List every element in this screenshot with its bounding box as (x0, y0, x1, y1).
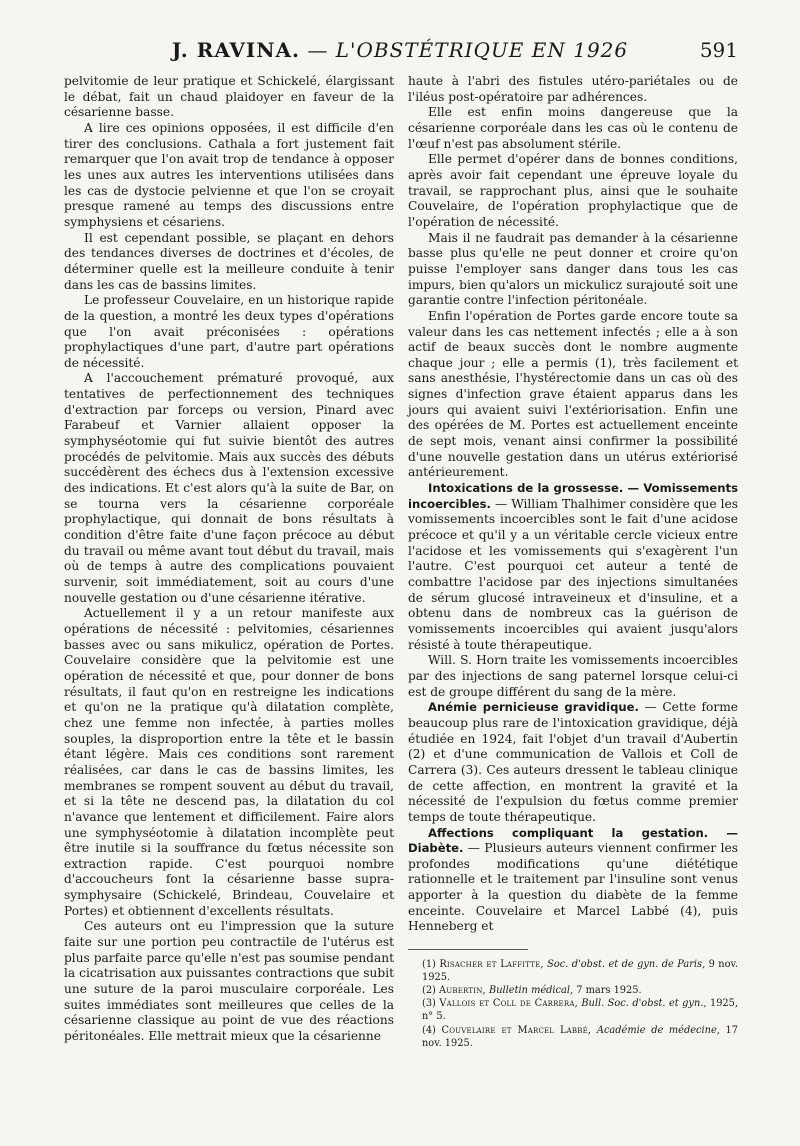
section-text: — Plusieurs auteurs viennent confirmer les profondes modifications qu'une diététique rationnelle et le traitement par l'insuline sont venus apporter à la question du diabète de la femme enceinte. Couvelaire et Marcel Labbé (4), puis Henneberg et (408, 841, 738, 934)
footnote (408, 984, 738, 997)
left-column (64, 74, 394, 1045)
right-column (408, 74, 738, 1050)
running-title (60, 38, 740, 62)
paragraph: Le professeur Couvelaire, en un historique rapide de la question, a montré les deux types d'opérations que l'on avait préconisées : opérations prophylactiques d'une part, d'autre part opérations de nécessité. (64, 293, 394, 370)
footnotes (408, 958, 738, 1050)
footnote-date: 9 nov. 1925. (422, 959, 738, 984)
footnote-number: (2) (422, 985, 436, 997)
footnote-number: (4) (422, 1024, 436, 1036)
footnote (408, 1024, 738, 1050)
footnote-authors: Vallois et Coll de Carrera, (439, 998, 578, 1010)
running-header (60, 38, 740, 72)
footnote-source: Bulletin médical, (489, 985, 574, 997)
footnote-source: Bull. Soc. d'obst. et gyn., (581, 998, 707, 1010)
paragraph: Elle est enfin moins dangereuse que la césarienne corporéale dans les cas où le contenu de l'œuf n'est pas absolument stérile. (408, 105, 738, 151)
section-heading: Intoxications de la grossesse. — Vomissements incoercibles. (408, 481, 738, 511)
footnote-date: 17 nov. 1925. (422, 1024, 738, 1049)
paragraph: A lire ces opinions opposées, il est difficile d'en tirer des conclusions. Cathala a fort justement fait remarquer que l'on avait trop de tendance à opposer les unes aux autres les interventions utilisées dans les cas de dystocie pelvienne et que l'on se croyait presque ramené au temps des discussions entre symphysiens et césariens. (64, 120, 394, 229)
footnote-number: (3) (422, 998, 436, 1010)
footnote-authors: Couvelaire et Marcel Labbé, (441, 1024, 592, 1036)
paragraph: Actuellement il y a un retour manifeste aux opérations de nécessité : pelvitomies, césariennes basses avec ou sans mikulicz, opération de Portes. Couvelaire considère que la pelvitomie est une opération de nécessité et que, pour donner de bons résultats, il faut qu'on en restreigne les indications et qu'on ne la pratique qu'à dilatation complète, chez une femme non infectée, à parties molles souples, la disproportion entre la tête et le bassin étant légère. Mais ces conditions sont rarement réalisées, car dans le cas de bassins limites, les membranes se rompent souvent au début du travail, et si la tête ne descend pas, la dilatation du col n'avance que lentement et difficilement. Faire alors une symphyséotomie à dilatation incomplète peut être inutile si la souffrance du fœtus nécessite son extraction rapide. C'est pourquoi nombre d'accoucheurs font la césarienne basse supra-symphysaire (Schickelé, Brindeau, Couvelaire et Portes) et obtiennent d'excellents résultats. (64, 606, 394, 918)
footnote (408, 958, 738, 984)
paragraph: Enfin l'opération de Portes garde encore toute sa valeur dans les cas nettement infectés ; elle a à son actif de beaux succès dont le nombre augmente chaque jour ; elle a permis (1), très facilement et sans anesthésie, l'hystérectomie dans un cas où des signes d'infection grave étaient apparus dans les jours qui avaient suivi l'extériorisation. Enfin une des opérées de M. Portes est actuellement enceinte de sept mois, venant ainsi confirmer la possibilité d'une nouvelle gestation dans un utérus extériorisé antérieurement. (408, 308, 738, 480)
header-dash: — (300, 38, 336, 62)
header-work-title: L'OBSTÉTRIQUE EN 1926 (335, 38, 629, 62)
section-text: — Cette forme beaucoup plus rare de l'intoxication gravidique, déjà étudiée en 1924, fait l'objet d'un travail d'Aubertin (2) et d'une communication de Vallois et Coll de Carrera (3). Ces auteurs dressent le tableau clinique de cette affection, en montrent la gravité et la nécessité de l'expulsion du fœtus comme premier temps de toute thérapeutique. (408, 700, 738, 824)
section-anemie (408, 700, 738, 825)
section-heading: Anémie pernicieuse gravidique. (428, 700, 639, 715)
paragraph: Will. S. Horn traite les vomissements incoercibles par des injections de sang paternel lorsque celui-ci est de groupe différent du sang de la mère. (408, 653, 738, 699)
footnote-number: (1) (422, 959, 436, 971)
paragraph: Ces auteurs ont eu l'impression que la suture faite sur une portion peu contractile de l'utérus est plus parfaite parce qu'elle n'est pas soumise pendant la cicatrisation aux puissantes contractions que subit une suture de la paroi musculaire corporéale. Les suites immédiates sont meilleures que celles de la césarienne classique au point de vue des réactions péritonéales. Elle mettrait mieux que la césarienne (64, 919, 394, 1044)
paragraph: haute à l'abri des fistules utéro-pariétales ou de l'iléus post-opératoire par adhérences. (408, 74, 738, 104)
section-intoxications (408, 481, 738, 653)
footnote-date: 7 mars 1925. (576, 985, 642, 997)
paragraph: A l'accouchement prématuré provoqué, aux tentatives de perfectionnement des techniques d'extraction par forceps ou version, Pinard avec Farabeuf et Varnier allaient opposer la symphyséotomie qui fut suivie bientôt des autres procédés de pelvitomie. Mais aux succès des débuts succédèrent des échecs dus à l'extension excessive des indications. Et c'est alors qu'à la suite de Bar, on se tourna vers la césarienne corporéale prophylactique, qui donnait de bons résultats à condition d'être faite d'une façon précoce au début du travail ou même avant tout début du travail, mais où de temps à autre des complications pouvaient survenir, soit immédiatement, soit au cours d'une nouvelle gestation ou d'une césarienne itérative. (64, 371, 394, 605)
page-number: 591 (699, 38, 738, 62)
section-heading: Affections compliquant la gestation. — Diabète. (408, 825, 738, 856)
footnote (408, 997, 738, 1023)
footnote-date: 1925, n° 5. (422, 998, 739, 1023)
paragraph: pelvitomie de leur pratique et Schickelé, élargissant le débat, fait un chaud plaidoyer en faveur de la césarienne basse. (64, 74, 394, 120)
paragraph: Il est cependant possible, se plaçant en dehors des tendances diverses de doctrines et d'écoles, de déterminer quelle est la meilleure conduite à tenir dans les cas de bassins limites. (64, 230, 394, 292)
section-text: — William Thalhimer considère que les vomissements incoercibles sont le fait d'une acidose précoce et qu'il y a un véritable cercle vicieux entre l'acidose et les vomissements qui s'exagèrent l'un l'autre. C'est pourquoi cet auteur a tenté de combattre l'acidose par des injections simultanées de sérum glucosé intraveineux et d'insuline, et a obtenu dans de nombreux cas la guérison de vomissements incoercibles qui avaient jusqu'alors résisté à toute thérapeutique. (408, 496, 738, 652)
footnote-authors: Risacher et Laffitte, (439, 959, 544, 971)
header-author: J. RAVINA. (171, 38, 301, 62)
footnote-source: Académie de médecine, (596, 1024, 720, 1036)
paragraph: Elle permet d'opérer dans de bonnes conditions, après avoir fait cependant une épreuve loyale du travail, se rapprochant plus, ainsi que le souhaite Couvelaire, de l'opération prophylactique que de l'opération de nécessité. (408, 152, 738, 229)
footnote-divider (408, 949, 528, 950)
footnote-authors: Aubertin, (439, 985, 486, 997)
footnote-source: Soc. d'obst. et de gyn. de Paris, (547, 959, 706, 971)
paragraph: Mais il ne faudrait pas demander à la césarienne basse plus qu'elle ne peut donner et croire qu'on puisse l'employer sans danger dans tous les cas impurs, bien qu'alors un mickulicz surajouté soit une garantie contre l'infection péritonéale. (408, 230, 738, 308)
section-affections (408, 826, 738, 936)
